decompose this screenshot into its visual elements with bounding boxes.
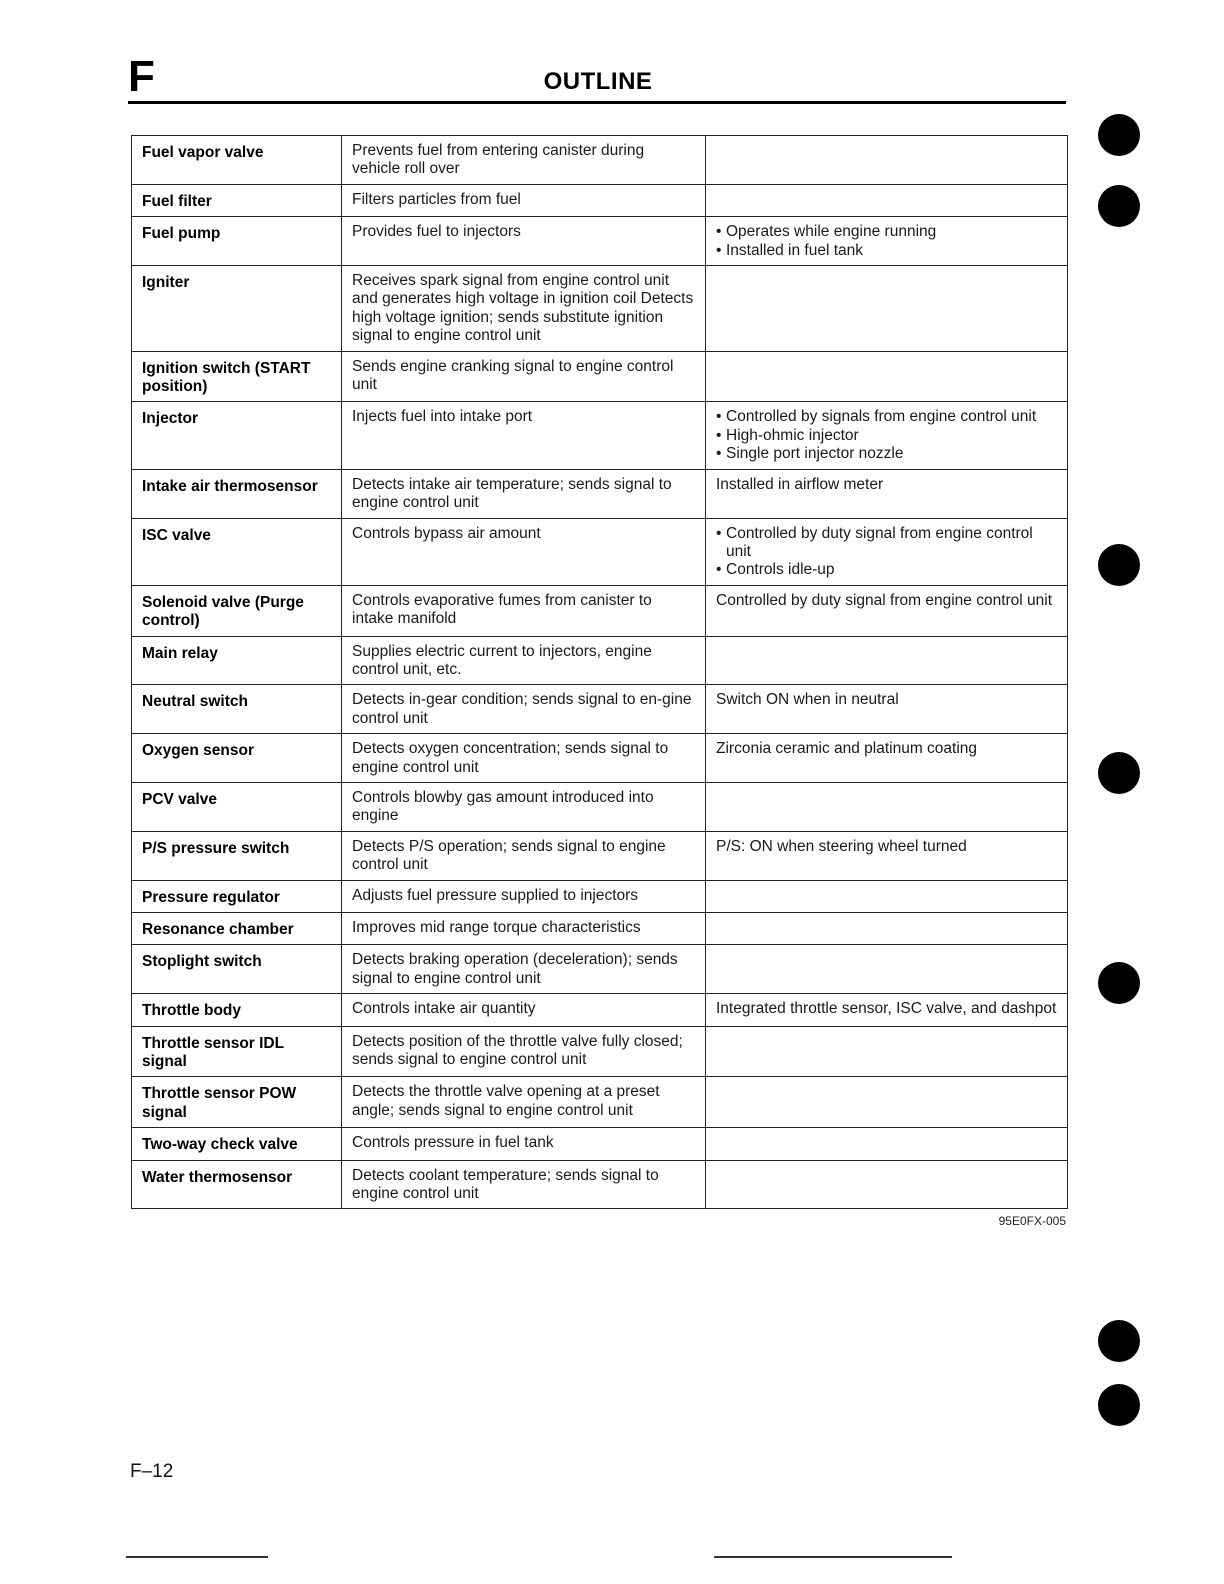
component-name: Resonance chamber	[132, 913, 342, 945]
section-letter: F	[128, 52, 155, 101]
remark-text: Zirconia ceramic and platinum coating	[716, 740, 978, 758]
table-row	[132, 734, 1068, 783]
component-remarks	[706, 402, 1068, 469]
component-name: Igniter	[132, 266, 342, 352]
remark-bullet-item: • Operates while engine running	[716, 223, 1057, 241]
component-function: Controls bypass air amount	[342, 518, 706, 585]
table-row	[132, 402, 1068, 469]
component-name: PCV valve	[132, 782, 342, 831]
component-function: Controls intake air quantity	[342, 994, 706, 1026]
component-function: Detects coolant temperature; sends signal to engine control unit	[342, 1160, 706, 1209]
component-remarks	[706, 266, 1068, 352]
component-remarks	[706, 469, 1068, 518]
component-rows	[132, 136, 1068, 1209]
footer-scan-rule	[126, 1556, 268, 1558]
component-name: Pressure regulator	[132, 880, 342, 912]
component-function: Provides fuel to injectors	[342, 217, 706, 266]
page-title: OUTLINE	[543, 68, 653, 95]
figure-id: 95E0FX-005	[998, 1214, 1066, 1228]
component-outline-table	[131, 135, 1068, 1209]
component-remarks	[706, 945, 1068, 994]
remark-list	[716, 223, 1057, 260]
table-row	[132, 585, 1068, 636]
component-function: Prevents fuel from entering canister during vehicle roll over	[342, 136, 706, 185]
component-remarks	[706, 585, 1068, 636]
footer-scan-rule	[714, 1556, 952, 1558]
table-row	[132, 685, 1068, 734]
component-remarks	[706, 734, 1068, 783]
binder-hole-dot	[1098, 544, 1140, 586]
component-remarks	[706, 1077, 1068, 1128]
component-name: Throttle sensor POW signal	[132, 1077, 342, 1128]
component-remarks	[706, 518, 1068, 585]
component-function: Detects braking operation (deceleration); sends signal to engine control unit	[342, 945, 706, 994]
binder-hole-dot	[1098, 752, 1140, 794]
component-function: Adjusts fuel pressure supplied to injectors	[342, 880, 706, 912]
component-function: Improves mid range torque characteristics	[342, 913, 706, 945]
component-name: Oxygen sensor	[132, 734, 342, 783]
component-name: Fuel vapor valve	[132, 136, 342, 185]
remark-bullet-item: • Installed in fuel tank	[716, 242, 1057, 260]
component-function: Controls evaporative fumes from canister to intake manifold	[342, 585, 706, 636]
component-remarks	[706, 880, 1068, 912]
remark-list	[716, 408, 1057, 463]
remark-bullet-item: • Controlled by duty signal from engine control unit	[716, 525, 1057, 562]
remark-text: Controlled by duty signal from engine control unit	[716, 591, 1053, 609]
table-row	[132, 184, 1068, 216]
component-function: Detects in-gear condition; sends signal to en-gine control unit	[342, 685, 706, 734]
header-rule	[128, 101, 1066, 104]
binder-hole-dot	[1098, 1384, 1140, 1426]
component-function: Filters particles from fuel	[342, 184, 706, 216]
component-function: Controls pressure in fuel tank	[342, 1128, 706, 1160]
table-row	[132, 831, 1068, 880]
table-row	[132, 1077, 1068, 1128]
component-remarks	[706, 184, 1068, 216]
table-row	[132, 782, 1068, 831]
component-remarks	[706, 636, 1068, 685]
remark-bullet-item: • Controls idle-up	[716, 561, 1057, 579]
binder-hole-dot	[1098, 185, 1140, 227]
component-function: Supplies electric current to injectors, engine control unit, etc.	[342, 636, 706, 685]
remark-bullet-item: • Single port injector nozzle	[716, 445, 1057, 463]
component-name: P/S pressure switch	[132, 831, 342, 880]
component-remarks	[706, 1026, 1068, 1077]
table-row	[132, 945, 1068, 994]
table-row	[132, 994, 1068, 1026]
component-remarks	[706, 1128, 1068, 1160]
component-function: Sends engine cranking signal to engine control unit	[342, 351, 706, 402]
binder-hole-dot	[1098, 962, 1140, 1004]
component-name: Water thermosensor	[132, 1160, 342, 1209]
component-name: Injector	[132, 402, 342, 469]
component-remarks	[706, 913, 1068, 945]
component-name: ISC valve	[132, 518, 342, 585]
component-remarks	[706, 217, 1068, 266]
component-name: Ignition switch (START position)	[132, 351, 342, 402]
component-name: Main relay	[132, 636, 342, 685]
component-function: Detects intake air temperature; sends signal to engine control unit	[342, 469, 706, 518]
component-name: Throttle body	[132, 994, 342, 1026]
component-name: Throttle sensor IDL signal	[132, 1026, 342, 1077]
component-name: Intake air thermosensor	[132, 469, 342, 518]
component-name: Fuel filter	[132, 184, 342, 216]
remark-text: Switch ON when in neutral	[716, 691, 899, 709]
component-function: Detects the throttle valve opening at a preset angle; sends signal to engine control unit	[342, 1077, 706, 1128]
remark-list	[716, 525, 1057, 580]
component-remarks	[706, 685, 1068, 734]
component-name: Fuel pump	[132, 217, 342, 266]
component-remarks	[706, 782, 1068, 831]
component-remarks	[706, 831, 1068, 880]
component-function: Controls blowby gas amount introduced into engine	[342, 782, 706, 831]
remark-text: Installed in airflow meter	[716, 475, 884, 493]
table-row	[132, 880, 1068, 912]
table-row	[132, 217, 1068, 266]
component-function: Receives spark signal from engine control unit and generates high voltage in ignition coil Detects high voltage ignition; sends substitute ignition signal to engine control unit	[342, 266, 706, 352]
component-remarks	[706, 994, 1068, 1026]
table-row	[132, 1160, 1068, 1209]
component-function: Injects fuel into intake port	[342, 402, 706, 469]
remark-bullet-item: • Controlled by signals from engine control unit	[716, 408, 1057, 426]
component-name: Neutral switch	[132, 685, 342, 734]
component-function: Detects position of the throttle valve fully closed; sends signal to engine control unit	[342, 1026, 706, 1077]
table-row	[132, 913, 1068, 945]
component-name: Solenoid valve (Purge control)	[132, 585, 342, 636]
component-remarks	[706, 351, 1068, 402]
binder-hole-dot	[1098, 1320, 1140, 1362]
table-row	[132, 136, 1068, 185]
remark-text: P/S: ON when steering wheel turned	[716, 837, 967, 855]
table-row	[132, 266, 1068, 352]
component-function: Detects P/S operation; sends signal to engine control unit	[342, 831, 706, 880]
table-row	[132, 469, 1068, 518]
component-name: Two-way check valve	[132, 1128, 342, 1160]
table-row	[132, 1128, 1068, 1160]
binder-hole-dot	[1098, 114, 1140, 156]
component-remarks	[706, 136, 1068, 185]
page-number: F–12	[130, 1461, 174, 1482]
component-function: Detects oxygen concentration; sends signal to engine control unit	[342, 734, 706, 783]
remark-bullet-item: • High-ohmic injector	[716, 427, 1057, 445]
table-row	[132, 636, 1068, 685]
component-remarks	[706, 1160, 1068, 1209]
component-name: Stoplight switch	[132, 945, 342, 994]
table-row	[132, 351, 1068, 402]
table-row	[132, 518, 1068, 585]
table-row	[132, 1026, 1068, 1077]
remark-text: Integrated throttle sensor, ISC valve, and dashpot	[716, 1000, 1057, 1018]
